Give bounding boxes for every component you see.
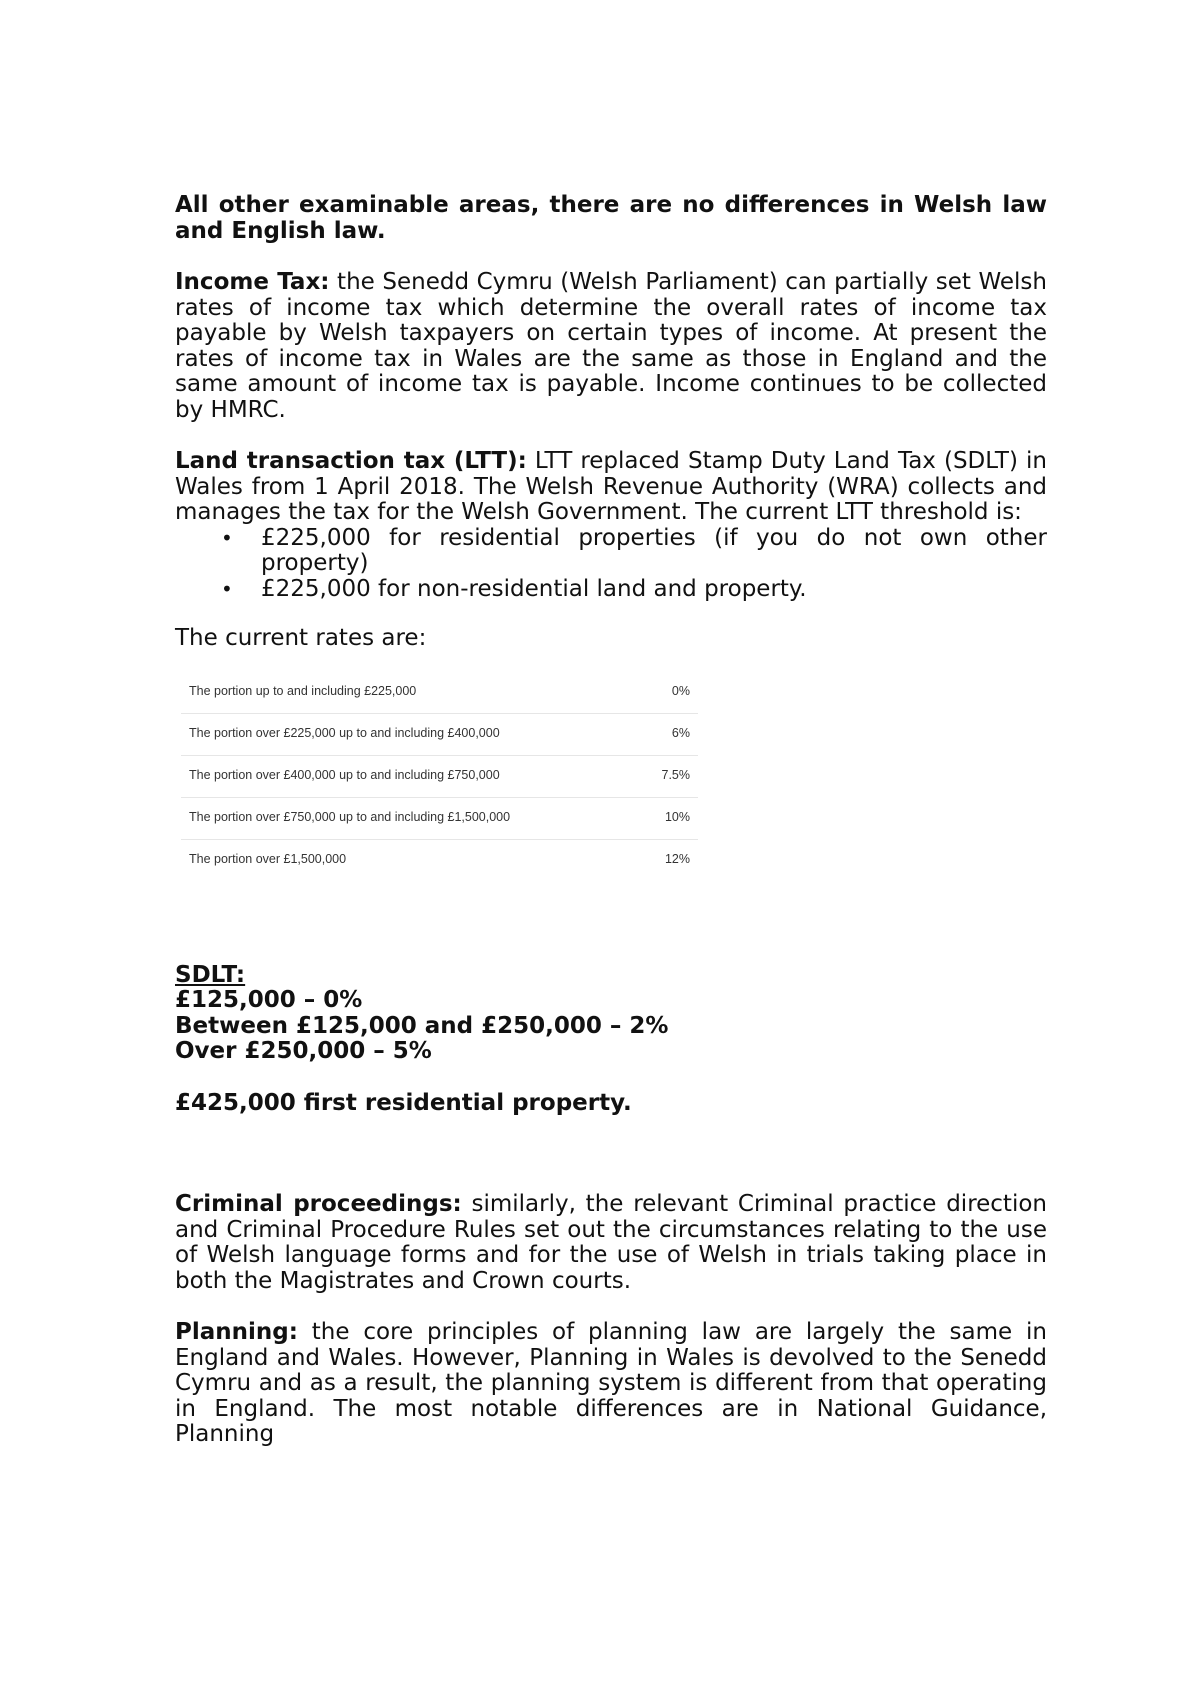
table-row (181, 713, 698, 755)
list-item-text: £225,000 for non-residential land and property. (261, 575, 807, 602)
document-page (175, 193, 1047, 1448)
table-cell-portion: The portion over £750,000 up to and including £1,500,000 (181, 797, 622, 839)
ltt-rates-table (181, 672, 698, 881)
rates-intro: The current rates are: (175, 625, 427, 651)
table-cell-rate: 12% (664, 852, 690, 867)
list-item (221, 575, 1047, 603)
table-cell-rate: 7.5% (622, 755, 698, 797)
table-cell-portion: The portion over £400,000 up to and including £750,000 (181, 755, 622, 797)
table-cell-portion: The portion over £1,500,000 (189, 852, 347, 867)
bullet-icon: • (221, 525, 233, 550)
planning-paragraph (175, 1320, 1047, 1448)
sdlt-first-residential: £425,000 first residential property. (175, 1089, 632, 1116)
sdlt-line: £125,000 – 0% (175, 987, 363, 1013)
sdlt-title: SDLT: (175, 961, 246, 988)
ltt-lead: Land transaction tax (LTT): (175, 448, 527, 474)
planning-body: the core principles of planning law are largely the same in England and Wales. However, Planning in Wales is devolved to the Senedd Cymru and as a result, the planning system is different from that operating in England. The most notable differences are in National Guidance, Planning (175, 1319, 1047, 1447)
ltt-paragraph (175, 449, 1047, 526)
ltt-body: LTT replaced Stamp Duty Land Tax (SDLT) in Wales from 1 April 2018. The Welsh Revenue Authority (WRA) collects and manages the tax for the Welsh Government. The current LTT threshold is: (175, 448, 1047, 525)
income-tax-body: the Senedd Cymru (Welsh Parliament) can partially set Welsh rates of income tax which determine the overall rates of income tax payable by Welsh taxpayers on certain types of income. At present the rates of income tax in Wales are the same as those in England and the same amount of income tax is payable. Income continues to be collected by HMRC. (175, 269, 1047, 423)
sdlt-line: Between £125,000 and £250,000 – 2% (175, 1012, 669, 1039)
table-row (181, 755, 698, 797)
planning-lead: Planning: (175, 1319, 298, 1345)
list-item (221, 524, 1047, 577)
table-cell-rate: 0% (622, 672, 698, 714)
criminal-paragraph (175, 1192, 1047, 1294)
list-item-text: £225,000 for residential properties (if you do not own other property) (261, 524, 1047, 576)
income-tax-lead: Income Tax: (175, 269, 330, 295)
table-row (181, 797, 698, 839)
intro-heading: All other examinable areas, there are no differences in Welsh law and English law. (175, 192, 1047, 244)
table-cell-rate: 10% (622, 797, 698, 839)
table-row (181, 672, 698, 714)
sdlt-section (175, 963, 1047, 1065)
table-cell-portion: The portion over £225,000 up to and including £400,000 (181, 713, 622, 755)
criminal-lead: Criminal proceedings: (175, 1191, 462, 1217)
table-row (181, 839, 698, 881)
sdlt-line: Over £250,000 – 5% (175, 1038, 432, 1064)
ltt-threshold-list (175, 526, 1047, 603)
bullet-icon: • (221, 576, 233, 601)
table-cell-rate: 6% (622, 713, 698, 755)
criminal-body: similarly, the relevant Criminal practice direction and Criminal Procedure Rules set out the circumstances relating to the use of Welsh language forms and for the use of Welsh in trials taking place in both the Magistrates and Crown courts. (175, 1191, 1047, 1294)
income-tax-paragraph (175, 270, 1047, 423)
table-cell-portion: The portion up to and including £225,000 (181, 672, 622, 714)
